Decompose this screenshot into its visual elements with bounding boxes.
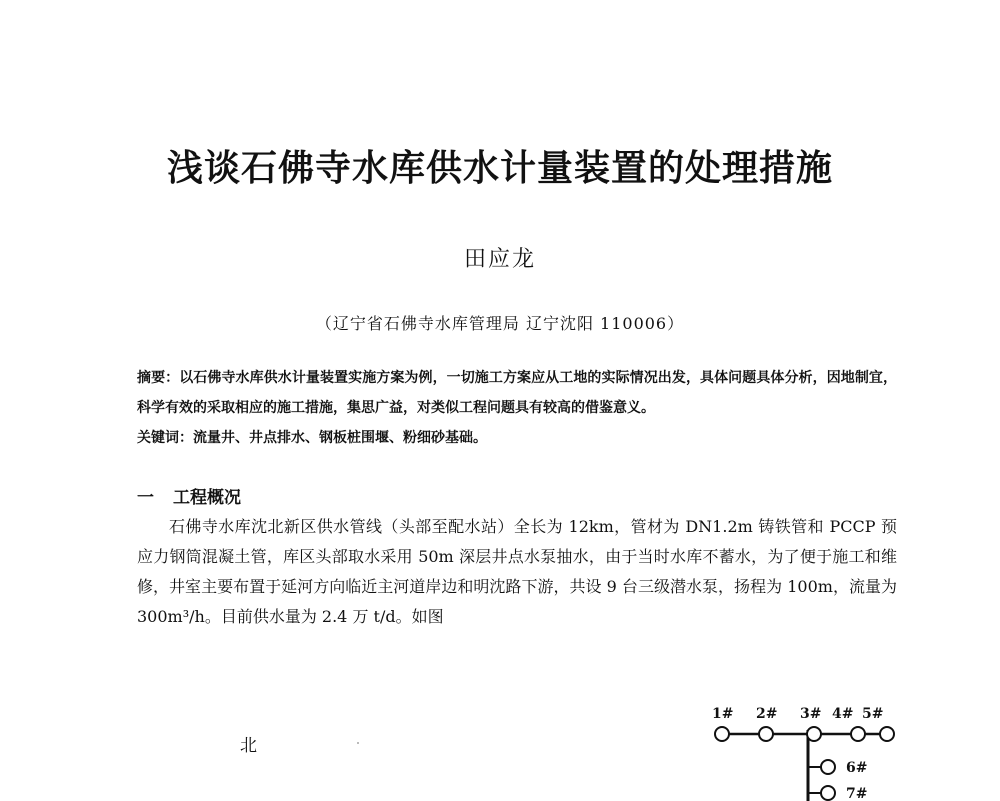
scan-speck: [357, 742, 359, 744]
well-5-circle: [880, 727, 894, 741]
well-6-circle: [821, 760, 835, 774]
well-layout-figure: [700, 700, 910, 801]
article-title: 浅谈石佛寺水库供水计量装置的处理措施: [166, 148, 833, 189]
well-7-circle: [821, 786, 835, 800]
well-2-circle: [759, 727, 773, 741]
keywords-line: 关键词：流量井、井点排水、钢板桩围堰、粉细砂基础。: [137, 430, 487, 446]
well-3-circle: [807, 727, 821, 741]
well-5-label: 5#: [862, 706, 884, 722]
well-6-label: 6#: [846, 760, 868, 776]
well-1-circle: [715, 727, 729, 741]
abstract-paragraph: 摘要：以石佛寺水库供水计量装置实施方案为例，一切施工方案应从工地的实际情况出发，具体问题具体分析，因地制宜，科学有效的采取相应的施工措施，集思广益，对类似工程问题具有较高的借鉴意义。: [137, 370, 897, 416]
section-title: 工程概况: [173, 488, 241, 508]
well-4-label: 4#: [832, 706, 854, 722]
author-affiliation: （辽宁省石佛寺水库管理局 辽宁沈阳 110006）: [315, 314, 685, 333]
section-number: 一: [137, 488, 154, 508]
section-heading: [137, 483, 241, 508]
well-1-label: 1#: [712, 706, 734, 722]
north-label: 北: [240, 736, 257, 756]
well-7-label: 7#: [846, 786, 868, 801]
well-4-circle: [851, 727, 865, 741]
well-2-label: 2#: [756, 706, 778, 722]
section-paragraph: 石佛寺水库沈北新区供水管线（头部至配水站）全长为 12km，管材为 DN1.2m 铸铁管和 PCCP 预应力钢筒混凝土管，库区头部取水采用 50m 深层井点水泵抽水，由于当时水库不蓄水，为了便于施工和维修，井室主要布置于延河方向临近主河道岸边和明沈路下游，共设 9 台三级潜水泵，扬程为 100m，流量为 300m³/h。目前供水量为 2.4 万 t/d。如图: [137, 517, 897, 626]
author-name: 田应龙: [463, 247, 536, 272]
well-3-label: 3#: [800, 706, 822, 722]
